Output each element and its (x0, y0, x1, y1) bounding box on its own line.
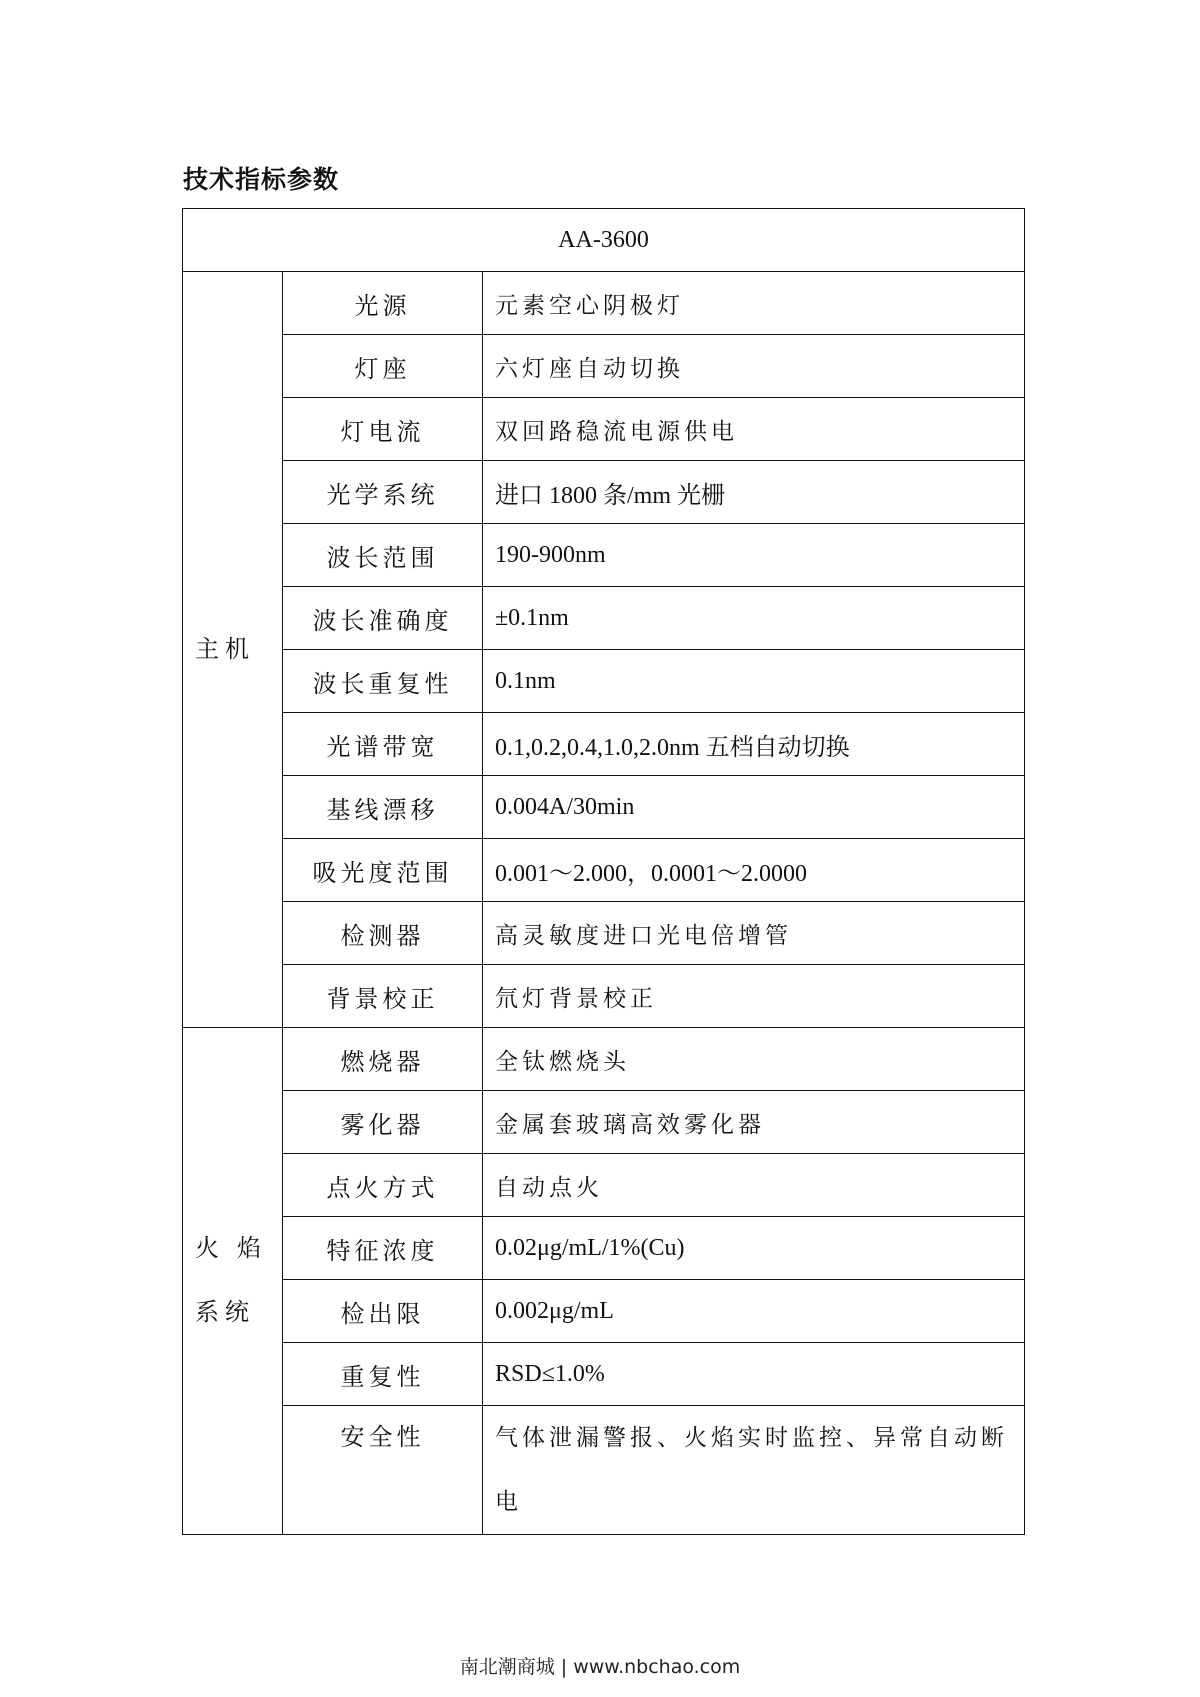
table-row (183, 713, 1025, 776)
param-value: 金属套玻璃高效雾化器 (483, 1091, 1025, 1154)
param-name: 灯座 (283, 335, 483, 398)
param-value: 全钛燃烧头 (483, 1028, 1025, 1091)
param-name: 光谱带宽 (283, 713, 483, 776)
param-name: 基线漂移 (283, 776, 483, 839)
param-name: 吸光度范围 (283, 839, 483, 902)
table-row (183, 524, 1025, 587)
param-name: 重复性 (283, 1343, 483, 1406)
table-row (183, 1343, 1025, 1406)
param-name: 波长范围 (283, 524, 483, 587)
table-row (183, 1091, 1025, 1154)
param-value: 六灯座自动切换 (483, 335, 1025, 398)
param-value: 双回路稳流电源供电 (483, 398, 1025, 461)
param-value: RSD≤1.0% (483, 1343, 1025, 1406)
param-name: 背景校正 (283, 965, 483, 1028)
param-value: 0.001～2.000，0.0001～2.0000 (483, 839, 1025, 902)
table-row (183, 1154, 1025, 1217)
param-name: 波长准确度 (283, 587, 483, 650)
table-row (183, 1028, 1025, 1091)
table-header-row (183, 209, 1025, 272)
param-name: 灯电流 (283, 398, 483, 461)
spec-table (182, 208, 1025, 1535)
param-name: 特征浓度 (283, 1217, 483, 1280)
param-value: 0.002μg/mL (483, 1280, 1025, 1343)
group-label-host (183, 272, 283, 1028)
table-row (183, 335, 1025, 398)
param-value: 0.1,0.2,0.4,1.0,2.0nm 五档自动切换 (483, 713, 1025, 776)
table-row (183, 1280, 1025, 1343)
table-row (183, 587, 1025, 650)
table-row (183, 1406, 1025, 1535)
group-label-line: 火 焰 (195, 1236, 267, 1262)
table-row (183, 902, 1025, 965)
param-name: 光源 (283, 272, 483, 335)
param-value: 自动点火 (483, 1154, 1025, 1217)
table-row (183, 839, 1025, 902)
param-value: 元素空心阴极灯 (483, 272, 1025, 335)
param-value: 氘灯背景校正 (483, 965, 1025, 1028)
page-title: 技术指标参数 (183, 165, 340, 194)
table-row (183, 272, 1025, 335)
table-row (183, 776, 1025, 839)
param-value: 0.004A/30min (483, 776, 1025, 839)
param-name: 检出限 (283, 1280, 483, 1343)
param-name: 雾化器 (283, 1091, 483, 1154)
param-name: 燃烧器 (283, 1028, 483, 1091)
param-value: ±0.1nm (483, 587, 1025, 650)
table-row (183, 1217, 1025, 1280)
param-value: 进口 1800 条/mm 光栅 (483, 461, 1025, 524)
param-name: 安全性 (283, 1406, 483, 1535)
param-name: 波长重复性 (283, 650, 483, 713)
param-value: 190-900nm (483, 524, 1025, 587)
param-value: 0.1nm (483, 650, 1025, 713)
group-label-flame (183, 1028, 283, 1535)
table-row (183, 965, 1025, 1028)
footer-watermark: 南北潮商城 | www.nbchao.com (459, 1656, 741, 1678)
param-name: 点火方式 (283, 1154, 483, 1217)
param-value: 0.02μg/mL/1%(Cu) (483, 1217, 1025, 1280)
table-row (183, 461, 1025, 524)
param-name: 光学系统 (283, 461, 483, 524)
table-row (183, 398, 1025, 461)
param-value: 高灵敏度进口光电倍增管 (483, 902, 1025, 965)
param-value: 气体泄漏警报、火焰实时监控、异常自动断电 (483, 1406, 1025, 1535)
param-name: 检测器 (283, 902, 483, 965)
group-label-text: 主机 (195, 636, 255, 663)
group-label-line: 系统 (195, 1300, 255, 1326)
model-name: AA-3600 (183, 209, 1025, 272)
table-row (183, 650, 1025, 713)
